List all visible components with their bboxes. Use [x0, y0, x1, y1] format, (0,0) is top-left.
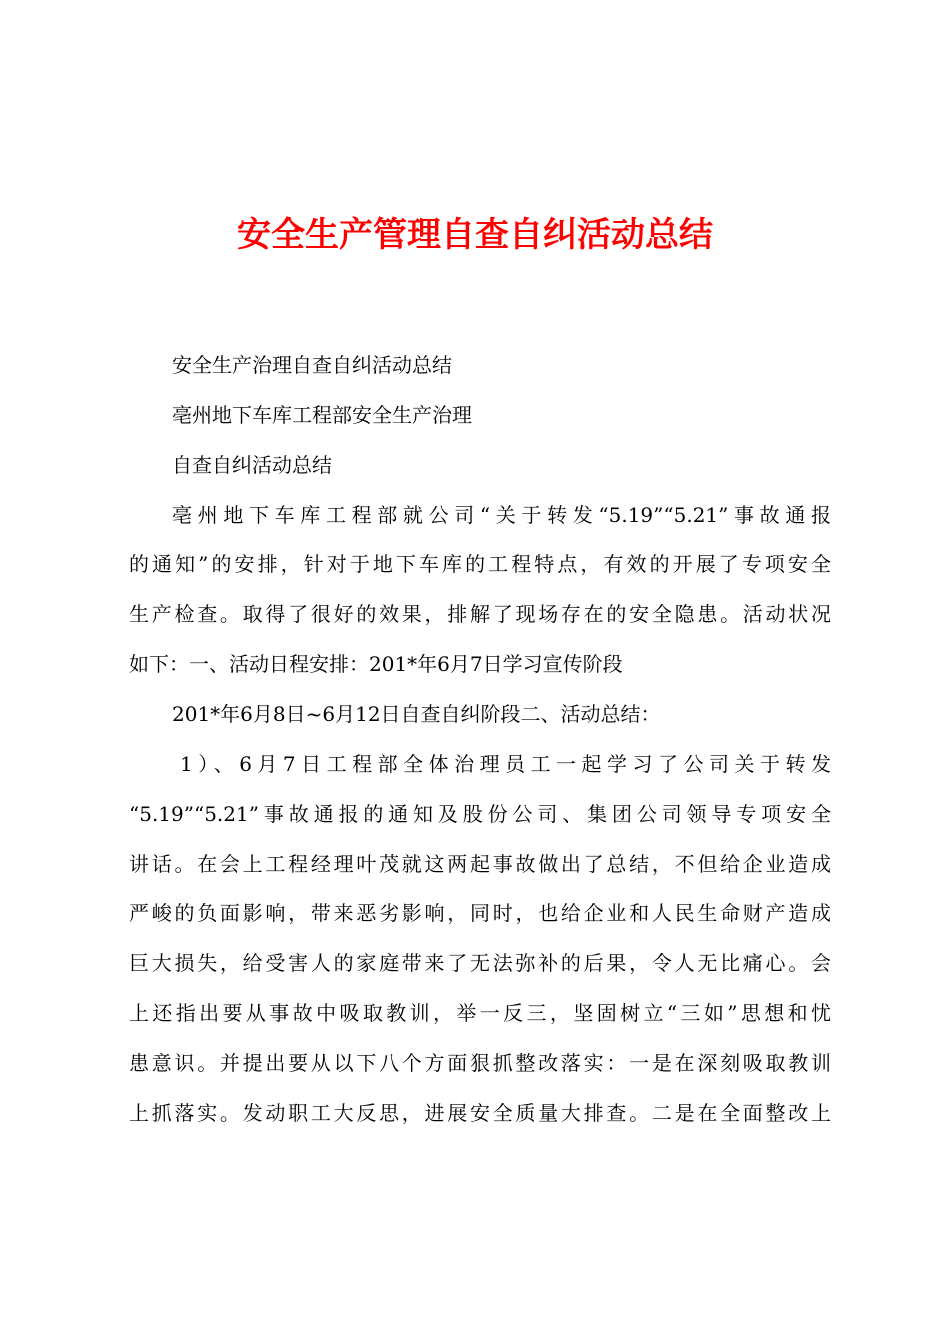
paragraph3-line-7: 患意识。并提出要从以下八个方面狠抓整改落实：一是在深刻吸取教训	[129, 1051, 831, 1075]
paragraph2-line-1: 201*年6月8日~6月12日自查自纠阶段二、活动总结：	[172, 702, 661, 726]
paragraph3-line-4: 严峻的负面影响，带来恶劣影响，同时，也给企业和人民生命财产造成	[129, 901, 831, 925]
header-line-2: 亳州地下车库工程部安全生产治理	[172, 403, 472, 427]
paragraph3-line-8: 上抓落实。发动职工大反思，进展安全质量大排查。二是在全面整改上	[129, 1101, 831, 1125]
paragraph3-line-1: 1）、6月7日工程部全体治理员工一起学习了公司关于转发	[180, 752, 831, 776]
header-line-1: 安全生产治理自查自纠活动总结	[172, 353, 452, 377]
paragraph3-line-6: 上还指出要从事故中吸取教训，举一反三，坚固树立“三如”思想和忧	[129, 1001, 831, 1025]
header-line-3: 自查自纠活动总结	[172, 453, 332, 477]
paragraph1-line-2: 的通知”的安排，针对于地下车库的工程特点，有效的开展了专项安全	[129, 552, 831, 576]
paragraph1-line-3: 生产检查。取得了很好的效果，排解了现场存在的安全隐患。活动状况	[129, 602, 831, 626]
paragraph3-line-5: 巨大损失，给受害人的家庭带来了无法弥补的后果，令人无比痛心。会	[129, 951, 831, 975]
document-title: 安全生产管理自查自纠活动总结	[237, 215, 713, 255]
paragraph3-line-2: “5.19”“5.21”事故通报的通知及股份公司、集团公司领导专项安全	[129, 802, 831, 826]
paragraph3-line-3: 讲话。在会上工程经理叶茂就这两起事故做出了总结，不但给企业造成	[129, 852, 831, 876]
paragraph1-line-1: 亳州地下车库工程部就公司“关于转发“5.19”“5.21”事故通报	[172, 503, 831, 527]
paragraph1-line-4: 如下：一、活动日程安排：201*年6月7日学习宣传阶段	[129, 652, 623, 676]
